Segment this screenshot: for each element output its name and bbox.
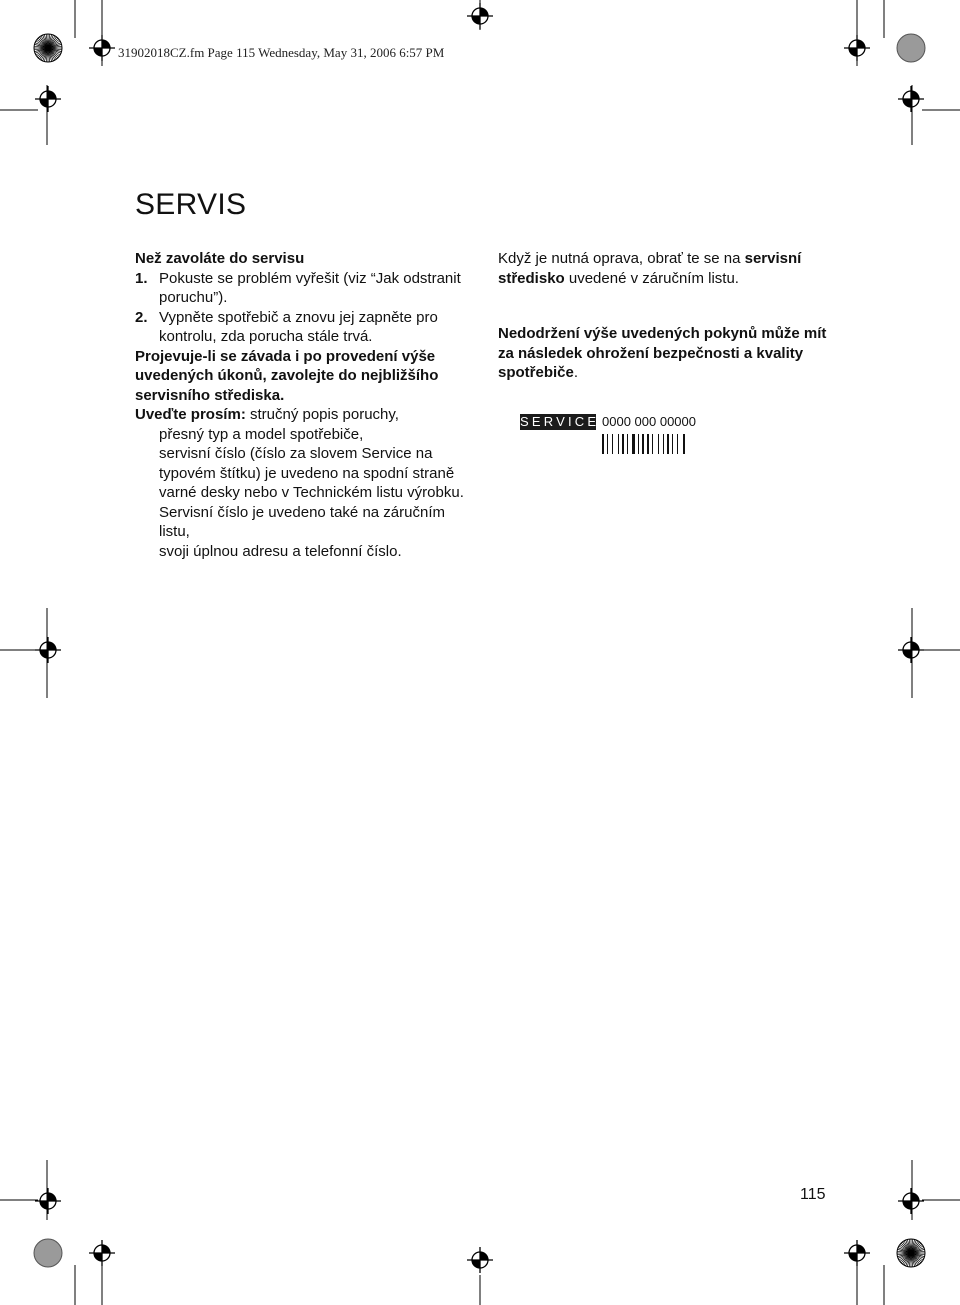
crosshair-mark-icon [89,1240,115,1266]
bullet-text: svoji úplnou adresu a telefonní číslo. [159,542,402,560]
bullet-item [135,444,475,542]
barcode-bar [622,434,624,454]
repair-text-part: uvedené v záručním listu. [564,269,739,287]
crosshair-mark-icon [898,637,924,663]
barcode-bar [627,434,628,454]
barcode-bar [667,434,669,454]
step-number: 2. [135,308,148,326]
step-item [135,308,475,347]
barcode-icon [602,434,694,454]
barcode-bar [683,434,685,454]
page-title: SERVIS [135,188,247,221]
barcode-bar [607,434,608,454]
gray-disc-icon [34,1239,62,1267]
step-text: Pokuste se problém vyřešit (viz “Jak odstranit poruchu”). [159,269,461,306]
please-line [135,405,475,425]
repair-text-part: Když je nutná oprava, obrať te se na [498,250,745,267]
crosshair-mark-icon [898,1188,924,1214]
service-label-example [520,414,695,454]
step-text: Vypněte spotřebič a znovu jej zapněte pro kontrolu, zda porucha stále trvá. [159,308,438,345]
crosshair-mark-icon [35,637,61,663]
barcode-bar [618,434,619,454]
crosshair-mark-icon [844,1240,870,1266]
barcode-bar [647,434,649,454]
barcode-bar [658,434,659,454]
service-number: 0000 000 00000 [602,414,696,429]
repair-text [498,249,828,288]
please-lead: Uveďte prosím: [135,406,246,423]
barcode-bar [602,434,604,454]
barcode-bar [612,434,613,454]
gray-disc-icon [897,34,925,62]
warning-text: Projevuje-li se závada i po provedení výše uvedených úkonů, zavolejte do nejbližšího servisního střediska. [135,347,439,404]
barcode-bar [672,434,673,454]
safety-warning-text: Nedodržení výše uvedených pokynů může mít za následek ohrožení bezpečnosti a kvality spotřebiče [498,325,827,381]
please-rest: stručný popis poruchy, [245,406,399,423]
crosshair-mark-icon [89,35,115,61]
safety-warning-period: . [573,364,579,381]
step-number: 1. [135,269,148,287]
page-number: 115 [800,1186,826,1203]
section-heading: Než zavoláte do servisu [135,250,305,267]
crosshair-mark-icon [35,1188,61,1214]
service-center-term: servisní středisko [498,250,802,287]
barcode-bar [663,434,664,454]
crosshair-mark-icon [844,35,870,61]
bullet-item [135,542,475,562]
print-header: 31902018CZ.fm Page 115 Wednesday, May 31, 2006 6:57 PM [118,45,445,60]
barcode-bar [632,434,635,454]
bullet-text: přesný typ a model spotřebiče, [159,425,364,443]
bullet-item [135,425,475,445]
left-column [135,249,475,561]
barcode-bar [652,434,653,454]
starburst-mark-icon [897,1239,925,1267]
crosshair-mark-icon [35,86,61,112]
crosshair-mark-icon [467,3,493,29]
barcode-bar [642,434,644,454]
crosshair-mark-icon [467,1247,493,1273]
right-column [498,249,828,383]
service-badge: SERVICE [520,414,600,429]
starburst-mark-icon [34,34,62,62]
safety-warning [498,324,828,383]
crosshair-mark-icon [898,86,924,112]
barcode-bar [638,434,639,454]
barcode-bar [677,434,678,454]
bullet-text: servisní číslo (číslo za slovem Service na typovém štítku) je uvedeno na spodní straně varné desky nebo v Technickém listu výrobku. Servisní číslo je uvedeno také na záručním listu, [159,445,464,540]
step-item [135,269,475,308]
